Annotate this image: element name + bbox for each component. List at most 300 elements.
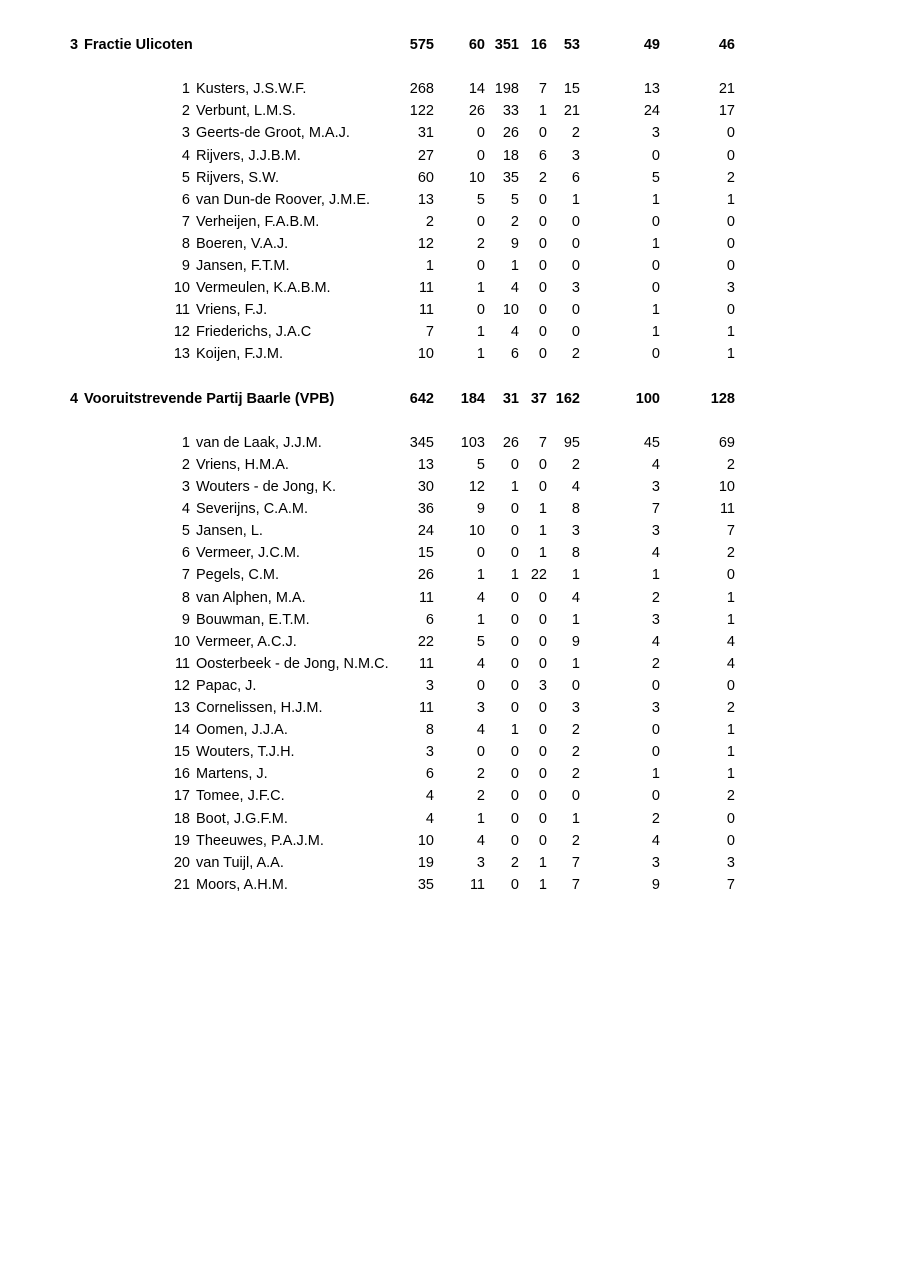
candidate-vote-value: 4 [651, 633, 660, 650]
candidate-vote-value: 7 [425, 324, 434, 341]
candidate-vote-value: 7 [726, 523, 735, 540]
party-total-value: 642 [409, 390, 434, 407]
candidate-vote-value: 0 [538, 302, 547, 319]
candidate-vote-value: 0 [651, 677, 660, 694]
candidate-number: 11 [174, 655, 190, 672]
candidate-name: Severijns, C.A.M. [196, 501, 308, 518]
candidate-vote-value: 0 [510, 611, 519, 628]
candidate-vote-value: 1 [425, 258, 434, 274]
candidate-vote-value: 27 [417, 147, 434, 164]
candidate-vote-value: 2 [510, 854, 519, 871]
candidate-number: 3 [181, 479, 190, 495]
candidate-vote-value: 4 [651, 545, 660, 562]
candidate-vote-value: 5 [510, 191, 519, 208]
candidate-vote-value: 0 [538, 125, 547, 142]
candidate-vote-value: 0 [651, 258, 660, 274]
candidate-vote-value: 4 [571, 479, 580, 495]
party-total-value: 351 [494, 37, 519, 53]
candidate-vote-value: 7 [538, 434, 547, 451]
candidate-vote-value: 0 [651, 346, 660, 363]
candidate-vote-value: 2 [476, 788, 485, 805]
candidate-vote-value: 60 [417, 169, 434, 186]
candidate-vote-value: 0 [510, 810, 519, 827]
candidate-vote-value: 2 [651, 589, 660, 606]
candidate-vote-value: 1 [726, 744, 735, 761]
candidate-row [0, 123, 905, 143]
party-total-value: 100 [635, 390, 660, 407]
candidate-number: 10 [173, 280, 190, 297]
candidate-vote-value: 1 [571, 567, 580, 584]
candidate-vote-value: 6 [571, 169, 580, 186]
candidate-vote-value: 0 [510, 655, 519, 672]
candidate-vote-value: 10 [417, 346, 434, 363]
candidate-vote-value: 0 [571, 235, 580, 252]
candidate-vote-value: 0 [726, 810, 735, 827]
candidate-vote-value: 15 [417, 545, 434, 562]
candidate-vote-value: 4 [726, 655, 735, 672]
candidate-vote-value: 4 [476, 589, 485, 606]
candidate-row [0, 565, 905, 585]
candidate-vote-value: 4 [476, 722, 485, 739]
candidate-vote-value: 0 [571, 677, 580, 694]
candidate-row [0, 742, 905, 762]
candidate-number: 9 [181, 611, 190, 628]
candidate-vote-value: 4 [510, 280, 519, 297]
candidate-vote-value: 268 [409, 81, 434, 98]
candidate-row [0, 632, 905, 652]
candidate-row [0, 499, 905, 519]
candidate-vote-value: 45 [643, 434, 660, 451]
candidate-vote-value: 7 [726, 876, 735, 893]
candidate-vote-value: 0 [651, 213, 660, 230]
party-name: Vooruitstrevende Partij Baarle (VPB) [84, 390, 335, 407]
candidate-name: Bouwman, E.T.M. [196, 611, 310, 628]
candidate-vote-value: 26 [502, 125, 519, 142]
candidate-vote-value: 0 [538, 235, 547, 252]
candidate-row [0, 256, 905, 276]
candidate-vote-value: 9 [476, 501, 485, 518]
candidate-name: Jansen, F.T.M. [196, 258, 290, 274]
candidate-vote-value: 24 [417, 523, 434, 540]
candidate-number: 1 [181, 81, 190, 98]
candidate-vote-value: 0 [510, 832, 519, 849]
candidate-row [0, 278, 905, 298]
candidate-vote-value: 3 [571, 700, 580, 716]
candidate-vote-value: 13 [417, 456, 434, 473]
candidate-row [0, 875, 905, 895]
candidate-number: 11 [174, 302, 190, 319]
candidate-number: 13 [173, 346, 190, 363]
candidate-vote-value: 1 [510, 722, 519, 739]
candidate-number: 20 [173, 854, 190, 871]
candidate-vote-value: 4 [425, 788, 434, 805]
party-total-value: 53 [563, 37, 580, 53]
candidate-vote-value: 0 [726, 832, 735, 849]
candidate-vote-value: 7 [651, 501, 660, 518]
candidate-vote-value: 1 [726, 722, 735, 739]
candidate-vote-value: 2 [476, 766, 485, 783]
candidate-vote-value: 1 [726, 346, 735, 363]
candidate-name: Oomen, J.J.A. [196, 722, 288, 739]
candidate-name: Friederichs, J.A.C [196, 324, 312, 341]
candidate-vote-value: 35 [417, 876, 434, 893]
candidate-vote-value: 1 [651, 191, 660, 208]
candidate-vote-value: 0 [510, 633, 519, 650]
candidate-row [0, 720, 905, 740]
candidate-vote-value: 5 [476, 456, 485, 473]
candidate-vote-value: 3 [425, 744, 434, 761]
candidate-number: 10 [173, 633, 190, 650]
candidate-row [0, 853, 905, 873]
candidate-vote-value: 2 [651, 810, 660, 827]
candidate-vote-value: 0 [476, 302, 485, 319]
candidate-vote-value: 2 [571, 125, 580, 142]
candidate-vote-value: 26 [468, 103, 485, 120]
candidate-vote-value: 1 [726, 611, 735, 628]
candidate-vote-value: 2 [571, 744, 580, 761]
candidate-vote-value: 0 [571, 324, 580, 341]
candidate-vote-value: 3 [651, 611, 660, 628]
candidate-row [0, 521, 905, 541]
candidate-vote-value: 8 [571, 501, 580, 518]
candidate-vote-value: 1 [476, 324, 485, 341]
candidate-vote-value: 1 [651, 235, 660, 252]
candidate-vote-value: 0 [510, 589, 519, 606]
candidate-vote-value: 0 [538, 700, 547, 716]
candidate-vote-value: 3 [651, 700, 660, 716]
candidate-row [0, 212, 905, 232]
party-total-value: 60 [468, 37, 485, 53]
candidate-vote-value: 3 [571, 523, 580, 540]
candidate-vote-value: 198 [494, 81, 519, 98]
candidate-vote-value: 5 [476, 191, 485, 208]
candidate-vote-value: 9 [651, 876, 660, 893]
candidate-vote-value: 3 [425, 677, 434, 694]
candidate-vote-value: 3 [476, 854, 485, 871]
candidate-vote-value: 1 [651, 302, 660, 319]
candidate-row [0, 676, 905, 696]
candidate-vote-value: 0 [476, 125, 485, 142]
candidate-vote-value: 10 [468, 169, 485, 186]
candidate-number: 18 [173, 810, 190, 827]
candidate-vote-value: 0 [476, 213, 485, 230]
party-total-value: 575 [409, 37, 434, 53]
candidate-name: Tomee, J.F.C. [196, 788, 285, 805]
candidate-vote-value: 1 [510, 567, 519, 584]
candidate-vote-value: 0 [538, 655, 547, 672]
candidate-vote-value: 0 [510, 744, 519, 761]
candidate-vote-value: 0 [476, 677, 485, 694]
candidate-vote-value: 11 [418, 700, 434, 716]
candidate-vote-value: 1 [651, 567, 660, 584]
candidate-vote-value: 1 [726, 766, 735, 783]
candidate-row [0, 234, 905, 254]
candidate-name: Pegels, C.M. [196, 567, 279, 584]
candidate-vote-value: 0 [571, 213, 580, 230]
candidate-vote-value: 30 [417, 479, 434, 495]
candidate-name: Geerts-de Groot, M.A.J. [196, 125, 350, 142]
candidate-number: 19 [173, 832, 190, 849]
candidate-name: van de Laak, J.J.M. [196, 434, 322, 451]
candidate-name: Kusters, J.S.W.F. [196, 81, 307, 98]
party-number: 4 [70, 390, 79, 407]
party-total-value: 31 [502, 390, 519, 407]
candidate-number: 4 [181, 147, 190, 164]
candidate-vote-value: 0 [538, 766, 547, 783]
candidate-number: 6 [181, 545, 190, 562]
candidate-row [0, 433, 905, 453]
candidate-vote-value: 3 [651, 125, 660, 142]
candidate-vote-value: 0 [651, 147, 660, 164]
candidate-vote-value: 9 [571, 633, 580, 650]
party-header-row [0, 35, 905, 55]
candidate-vote-value: 4 [571, 589, 580, 606]
party-total-value: 46 [718, 37, 735, 53]
candidate-vote-value: 0 [510, 545, 519, 562]
candidate-name: Vriens, F.J. [196, 302, 268, 319]
candidate-vote-value: 18 [502, 147, 519, 164]
candidate-vote-value: 22 [417, 633, 434, 650]
candidate-vote-value: 33 [502, 103, 519, 120]
candidate-vote-value: 4 [651, 832, 660, 849]
candidate-vote-value: 1 [510, 479, 519, 495]
candidate-vote-value: 1 [476, 611, 485, 628]
candidate-vote-value: 1 [571, 810, 580, 827]
candidate-row [0, 764, 905, 784]
candidate-number: 5 [181, 523, 190, 540]
party-total-value: 162 [555, 390, 580, 407]
candidate-vote-value: 2 [726, 169, 735, 186]
candidate-vote-value: 21 [563, 103, 580, 120]
candidate-vote-value: 8 [571, 545, 580, 562]
candidate-vote-value: 9 [510, 235, 519, 252]
candidate-vote-value: 2 [651, 655, 660, 672]
candidate-vote-value: 12 [468, 479, 485, 495]
party-total-value: 49 [643, 37, 660, 53]
candidate-vote-value: 11 [418, 302, 434, 319]
candidate-name: Oosterbeek - de Jong, N.M.C. [196, 655, 389, 672]
candidate-vote-value: 0 [538, 788, 547, 805]
candidate-number: 7 [181, 567, 190, 584]
candidate-name: Wouters, T.J.H. [196, 744, 295, 761]
candidate-vote-value: 10 [417, 832, 434, 849]
candidate-vote-value: 0 [651, 722, 660, 739]
candidate-vote-value: 0 [538, 280, 547, 297]
candidate-row [0, 168, 905, 188]
candidate-vote-value: 36 [417, 501, 434, 518]
candidate-vote-value: 24 [643, 103, 660, 120]
candidate-vote-value: 1 [726, 589, 735, 606]
candidate-vote-value: 14 [468, 81, 485, 98]
candidate-vote-value: 2 [571, 456, 580, 473]
candidate-vote-value: 4 [425, 810, 434, 827]
candidate-name: Koijen, F.J.M. [196, 346, 284, 363]
candidate-name: Vermeer, J.C.M. [196, 545, 300, 562]
candidate-vote-value: 122 [409, 103, 434, 120]
party-name: Fractie Ulicoten [84, 37, 193, 53]
candidate-vote-value: 2 [726, 456, 735, 473]
candidate-vote-value: 1 [476, 346, 485, 363]
candidate-vote-value: 19 [417, 854, 434, 871]
candidate-vote-value: 3 [571, 280, 580, 297]
candidate-vote-value: 11 [418, 655, 434, 672]
candidate-vote-value: 2 [726, 700, 735, 716]
candidate-vote-value: 0 [651, 280, 660, 297]
candidate-name: van Dun-de Roover, J.M.E. [196, 191, 371, 208]
candidate-vote-value: 6 [425, 766, 434, 783]
candidate-number: 2 [181, 456, 190, 473]
candidate-vote-value: 7 [571, 876, 580, 893]
candidate-vote-value: 0 [510, 876, 519, 893]
candidate-vote-value: 13 [417, 191, 434, 208]
candidate-vote-value: 2 [425, 213, 434, 230]
candidate-vote-value: 6 [538, 147, 547, 164]
candidate-vote-value: 4 [510, 324, 519, 341]
candidate-row [0, 786, 905, 806]
candidate-name: Vermeer, A.C.J. [196, 633, 297, 650]
candidate-vote-value: 3 [651, 523, 660, 540]
candidate-row [0, 455, 905, 475]
candidate-row [0, 477, 905, 497]
candidate-vote-value: 1 [571, 191, 580, 208]
candidate-vote-value: 0 [538, 479, 547, 495]
candidate-vote-value: 0 [571, 302, 580, 319]
candidate-vote-value: 5 [476, 633, 485, 650]
candidate-vote-value: 0 [510, 766, 519, 783]
candidate-vote-value: 1 [538, 854, 547, 871]
candidate-vote-value: 1 [651, 324, 660, 341]
candidate-vote-value: 345 [409, 434, 434, 451]
candidate-number: 1 [181, 434, 190, 451]
candidate-vote-value: 0 [510, 523, 519, 540]
candidate-vote-value: 1 [476, 810, 485, 827]
candidate-vote-value: 10 [718, 479, 735, 495]
candidate-vote-value: 1 [476, 567, 485, 584]
candidate-vote-value: 2 [571, 766, 580, 783]
candidate-vote-value: 0 [726, 125, 735, 142]
candidate-vote-value: 0 [538, 324, 547, 341]
candidate-vote-value: 1 [538, 103, 547, 120]
candidate-row [0, 146, 905, 166]
candidate-vote-value: 0 [726, 235, 735, 252]
candidate-name: Boot, J.G.F.M. [196, 810, 288, 827]
candidate-vote-value: 10 [502, 302, 519, 319]
candidate-vote-value: 1 [651, 766, 660, 783]
candidate-vote-value: 2 [571, 722, 580, 739]
candidate-vote-value: 2 [571, 346, 580, 363]
candidate-name: Theeuwes, P.A.J.M. [196, 832, 324, 849]
candidate-row [0, 588, 905, 608]
candidate-row [0, 300, 905, 320]
candidate-name: Cornelissen, H.J.M. [196, 700, 323, 716]
candidate-number: 4 [181, 501, 190, 518]
candidate-row [0, 698, 905, 718]
candidate-vote-value: 95 [563, 434, 580, 451]
candidate-number: 7 [181, 213, 190, 230]
candidate-vote-value: 0 [726, 302, 735, 319]
candidate-row [0, 610, 905, 630]
candidate-vote-value: 0 [538, 258, 547, 274]
candidate-name: Martens, J. [196, 766, 268, 783]
candidate-vote-value: 11 [418, 589, 434, 606]
candidate-vote-value: 10 [468, 523, 485, 540]
candidate-number: 12 [173, 677, 190, 694]
candidate-vote-value: 0 [538, 810, 547, 827]
candidate-name: Vriens, H.M.A. [196, 456, 289, 473]
candidate-vote-value: 3 [651, 854, 660, 871]
candidate-vote-value: 0 [726, 258, 735, 274]
candidate-vote-value: 0 [510, 501, 519, 518]
candidate-vote-value: 0 [538, 832, 547, 849]
party-total-value: 16 [530, 37, 547, 53]
candidate-row [0, 809, 905, 829]
candidate-number: 9 [181, 258, 190, 274]
candidate-vote-value: 22 [530, 567, 547, 584]
candidate-row [0, 344, 905, 364]
candidate-vote-value: 3 [651, 479, 660, 495]
candidate-vote-value: 12 [417, 235, 434, 252]
candidate-vote-value: 1 [538, 545, 547, 562]
candidate-vote-value: 4 [651, 456, 660, 473]
candidate-vote-value: 0 [476, 744, 485, 761]
party-total-value: 184 [460, 390, 485, 407]
candidate-vote-value: 2 [726, 545, 735, 562]
candidate-number: 17 [173, 788, 190, 805]
candidate-vote-value: 2 [476, 235, 485, 252]
party-header-row [0, 389, 905, 409]
candidate-vote-value: 0 [726, 567, 735, 584]
candidate-name: Vermeulen, K.A.B.M. [196, 280, 331, 297]
candidate-vote-value: 1 [571, 611, 580, 628]
candidate-vote-value: 0 [651, 744, 660, 761]
candidate-vote-value: 0 [571, 258, 580, 274]
candidate-vote-value: 1 [476, 280, 485, 297]
party-total-value: 128 [710, 390, 735, 407]
candidate-row [0, 322, 905, 342]
candidate-vote-value: 11 [469, 876, 485, 893]
candidate-number: 3 [181, 125, 190, 142]
candidate-vote-value: 21 [718, 81, 735, 98]
candidate-vote-value: 26 [502, 434, 519, 451]
candidate-number: 8 [181, 235, 190, 252]
candidate-number: 16 [173, 766, 190, 783]
candidate-name: Rijvers, S.W. [196, 169, 279, 186]
candidate-vote-value: 0 [726, 147, 735, 164]
candidate-vote-value: 0 [510, 700, 519, 716]
candidate-name: Verheijen, F.A.B.M. [196, 213, 320, 230]
candidate-vote-value: 2 [538, 169, 547, 186]
candidate-vote-value: 0 [538, 191, 547, 208]
candidate-vote-value: 1 [538, 501, 547, 518]
candidate-row [0, 543, 905, 563]
candidate-number: 8 [181, 589, 190, 606]
candidate-vote-value: 7 [571, 854, 580, 871]
candidate-number: 15 [173, 744, 190, 761]
candidate-vote-value: 4 [476, 655, 485, 672]
candidate-vote-value: 15 [563, 81, 580, 98]
candidate-vote-value: 5 [651, 169, 660, 186]
candidate-row [0, 654, 905, 674]
candidate-name: Verbunt, L.M.S. [196, 103, 296, 120]
candidate-name: Moors, A.H.M. [196, 876, 288, 893]
candidate-vote-value: 2 [571, 832, 580, 849]
candidate-vote-value: 11 [418, 280, 434, 297]
candidate-row [0, 190, 905, 210]
candidate-vote-value: 0 [726, 213, 735, 230]
candidate-vote-value: 6 [425, 611, 434, 628]
candidate-vote-value: 1 [726, 191, 735, 208]
candidate-row [0, 79, 905, 99]
